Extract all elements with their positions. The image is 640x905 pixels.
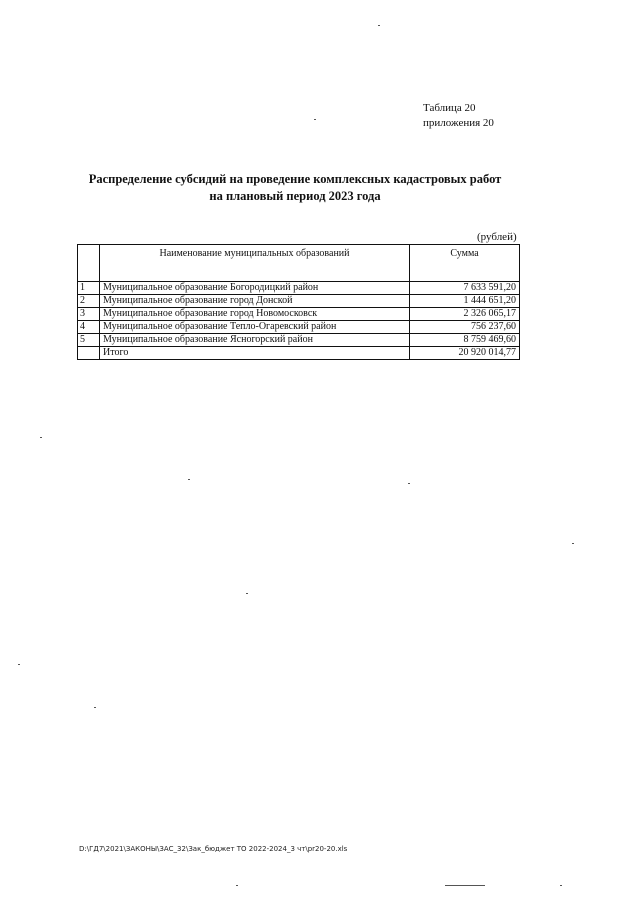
row-name: Муниципальное образование город Новомосковск	[100, 308, 410, 321]
scan-speck	[94, 707, 96, 708]
scan-speck	[560, 885, 562, 886]
document-title-line-1: Распределение субсидий на проведение комплексных кадастровых работ	[88, 172, 502, 186]
unit-label: (рублей)	[477, 231, 517, 243]
table-row	[78, 308, 520, 321]
row-amount: 756 237,60	[410, 321, 520, 334]
scan-speck	[314, 119, 316, 120]
table-row	[78, 334, 520, 347]
table-row	[78, 321, 520, 334]
scan-speck	[572, 543, 574, 544]
scan-speck	[246, 593, 248, 594]
scan-speck	[40, 437, 42, 438]
scan-speck	[445, 885, 485, 886]
subsidy-table	[77, 244, 520, 360]
row-name: Муниципальное образование Тепло-Огаревский район	[100, 321, 410, 334]
row-name: Муниципальное образование город Донской	[100, 295, 410, 308]
row-name: Муниципальное образование Богородицкий район	[100, 282, 410, 295]
table-row	[78, 282, 520, 295]
total-row	[78, 347, 520, 360]
header-sum-cell: Сумма	[410, 245, 520, 282]
scan-speck	[188, 479, 190, 480]
table-row	[78, 295, 520, 308]
table-number-label: Таблица 20	[423, 102, 476, 114]
row-number: 2	[78, 295, 100, 308]
row-amount: 8 759 469,60	[410, 334, 520, 347]
scan-speck	[18, 664, 20, 665]
row-number: 1	[78, 282, 100, 295]
document-title-line-2: на плановый период 2023 года	[209, 189, 381, 203]
header-number-cell	[78, 245, 100, 282]
row-number: 4	[78, 321, 100, 334]
file-path-footer: D:\ГД7\2021\ЗАКОНЫ\ЗАС_32\Зак_бюджет ТО 2022-2024_3 чт\pr20-20.xls	[79, 845, 348, 853]
scan-speck	[378, 25, 380, 26]
row-name: Муниципальное образование Ясногорский район	[100, 334, 410, 347]
header-name-cell: Наименование муниципальных образований	[100, 245, 410, 282]
row-amount: 1 444 651,20	[410, 295, 520, 308]
row-amount: 7 633 591,20	[410, 282, 520, 295]
annex-number-label: приложения 20	[423, 117, 494, 129]
table-header-row	[78, 245, 520, 282]
scan-speck	[236, 885, 238, 886]
total-label: Итого	[100, 347, 410, 360]
total-amount: 20 920 014,77	[410, 347, 520, 360]
total-number-cell	[78, 347, 100, 360]
row-amount: 2 326 065,17	[410, 308, 520, 321]
scan-speck	[408, 483, 410, 484]
annex-reference	[423, 101, 494, 131]
row-number: 5	[78, 334, 100, 347]
row-number: 3	[78, 308, 100, 321]
